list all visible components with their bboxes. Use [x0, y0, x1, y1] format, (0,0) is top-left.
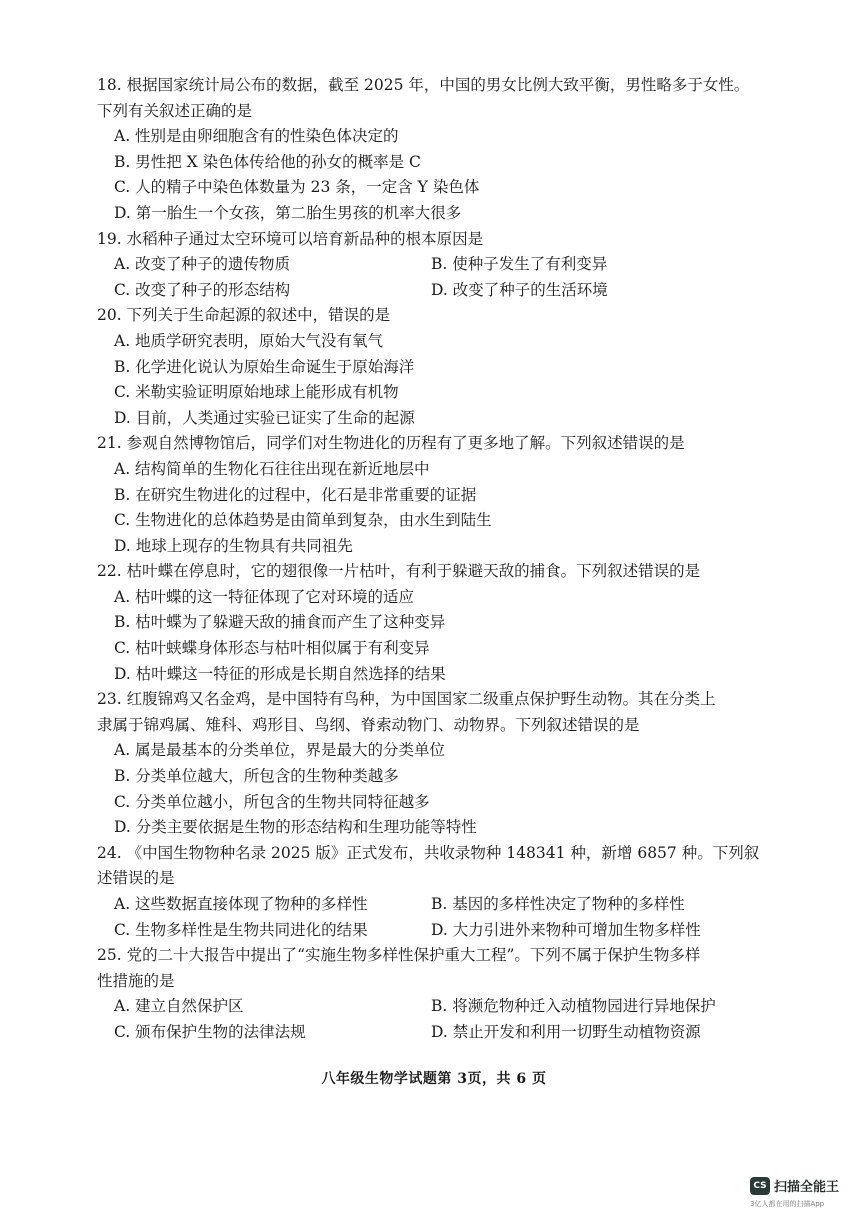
question-stem-line: 19. 水稻种子通过太空环境可以培育新品种的根本原因是	[97, 229, 484, 248]
option-b: B. 化学进化说认为原始生命诞生于原始海洋	[114, 357, 415, 376]
question-21	[97, 431, 797, 559]
option-row	[97, 892, 797, 918]
question-22	[97, 559, 797, 687]
option-b: B. 男性把 X 染色体传给他的孙女的概率是 C	[114, 152, 421, 171]
option-d: D. 枯叶蝶这一特征的形成是长期自然选择的结果	[114, 664, 446, 683]
question-18	[97, 73, 797, 227]
question-list	[97, 73, 797, 1046]
question-stem-line: 24. 《中国生物物种名录 2025 版》正式发布，共收录物种 148341 种，新增 6857 种。下列叙	[97, 843, 760, 862]
option-row	[97, 278, 797, 304]
watermark-subtitle: 3亿人都在用的扫描App	[750, 1200, 825, 1208]
question-stem-line: 25. 党的二十大报告中提出了“实施生物多样性保护重大工程”。下列不属于保护生物多样	[97, 946, 701, 965]
option-a: A. 这些数据直接体现了物种的多样性	[114, 895, 368, 913]
scanner-watermark	[750, 1175, 860, 1215]
question-stem-line: 隶属于锦鸡属、雉科、鸡形目、鸟纲、脊索动物门、动物界。下列叙述错误的是	[97, 715, 640, 734]
option-d: D. 大力引进外来物种可增加生物多样性	[431, 920, 701, 939]
option-c: C. 分类单位越小，所包含的生物共同特征越多	[114, 792, 430, 811]
option-a: A. 属是最基本的分类单位，界是最大的分类单位	[114, 741, 446, 760]
option-c: C. 改变了种子的形态结构	[114, 280, 291, 299]
question-24	[97, 841, 797, 943]
question-23	[97, 687, 797, 841]
option-a: A. 改变了种子的遗传物质	[114, 255, 291, 274]
question-stem-line: 性措施的是	[97, 971, 175, 990]
watermark-title: 扫描全能王	[774, 1180, 840, 1195]
question-stem-line: 21. 参观自然博物馆后，同学们对生物进化的历程有了更多地了解。下列叙述错误的是	[97, 434, 685, 453]
question-stem-line: 22. 枯叶蝶在停息时，它的翅很像一片枯叶，有利于躲避天敌的捕食。下列叙述错误的是	[97, 562, 701, 581]
option-c: C. 米勒实验证明原始地球上能形成有机物	[114, 383, 399, 402]
question-stem-line: 述错误的是	[97, 869, 175, 888]
option-b: B. 分类单位越大，所包含的生物种类越多	[114, 767, 399, 786]
option-d: D. 分类主要依据是生物的形态结构和生理功能等特性	[114, 818, 477, 837]
question-stem-line: 23. 红腹锦鸡又名金鸡，是中国特有鸟种，为中国国家二级重点保护野生动物。其在分类上	[97, 690, 716, 709]
option-d: D. 地球上现存的生物具有共同祖先	[114, 536, 353, 555]
option-row	[97, 918, 797, 944]
option-a: A. 性别是由卵细胞含有的性染色体决定的	[114, 127, 399, 146]
option-a: A. 建立自然保护区	[114, 997, 244, 1016]
question-25	[97, 943, 797, 1045]
question-stem-line: 18. 根据国家统计局公布的数据，截至 2025 年，中国的男女比例大致平衡，男性略多于女性。	[97, 76, 750, 94]
option-d: D. 第一胎生一个女孩，第二胎生男孩的机率大很多	[114, 203, 462, 222]
option-d: D. 目前，人类通过实验已证实了生命的起源	[114, 408, 415, 427]
option-a: A. 枯叶蝶的这一特征体现了它对环境的适应	[114, 587, 415, 606]
option-b: B. 基因的多样性决定了物种的多样性	[431, 895, 685, 913]
option-row	[97, 252, 797, 278]
option-b: B. 将濒危物种迁入动植物园进行异地保护	[431, 997, 716, 1016]
option-c: C. 枯叶蛱蝶身体形态与枯叶相似属于有利变异	[114, 639, 430, 658]
option-d: D. 改变了种子的生活环境	[431, 280, 608, 299]
page-footer: 八年级生物学试题第 3页，共 6 页	[321, 1071, 547, 1087]
question-20	[97, 303, 797, 431]
option-b: B. 在研究生物进化的过程中，化石是非常重要的证据	[114, 485, 477, 504]
option-c: C. 颁布保护生物的法律法规	[114, 1022, 306, 1041]
option-c: C. 生物多样性是生物共同进化的结果	[114, 920, 368, 939]
option-b: B. 使种子发生了有利变异	[431, 255, 608, 274]
question-stem-line: 下列有关叙述正确的是	[97, 101, 253, 120]
option-a: A. 结构简单的生物化石往往出现在新近地层中	[114, 459, 430, 478]
option-a: A. 地质学研究表明，原始大气没有氧气	[114, 331, 384, 350]
question-stem-line: 20. 下列关于生命起源的叙述中，错误的是	[97, 306, 391, 325]
option-c: C. 生物进化的总体趋势是由简单到复杂，由水生到陆生	[114, 511, 492, 530]
option-row	[97, 994, 797, 1020]
question-19	[97, 227, 797, 304]
option-c: C. 人的精子中染色体数量为 23 条，一定含 Y 染色体	[114, 178, 480, 197]
option-d: D. 禁止开发和利用一切野生动植物资源	[431, 1022, 701, 1041]
camscanner-logo-icon: CS	[750, 1177, 770, 1195]
option-b: B. 枯叶蝶为了躲避天敌的捕食而产生了这种变异	[114, 613, 446, 632]
option-row	[97, 1020, 797, 1046]
